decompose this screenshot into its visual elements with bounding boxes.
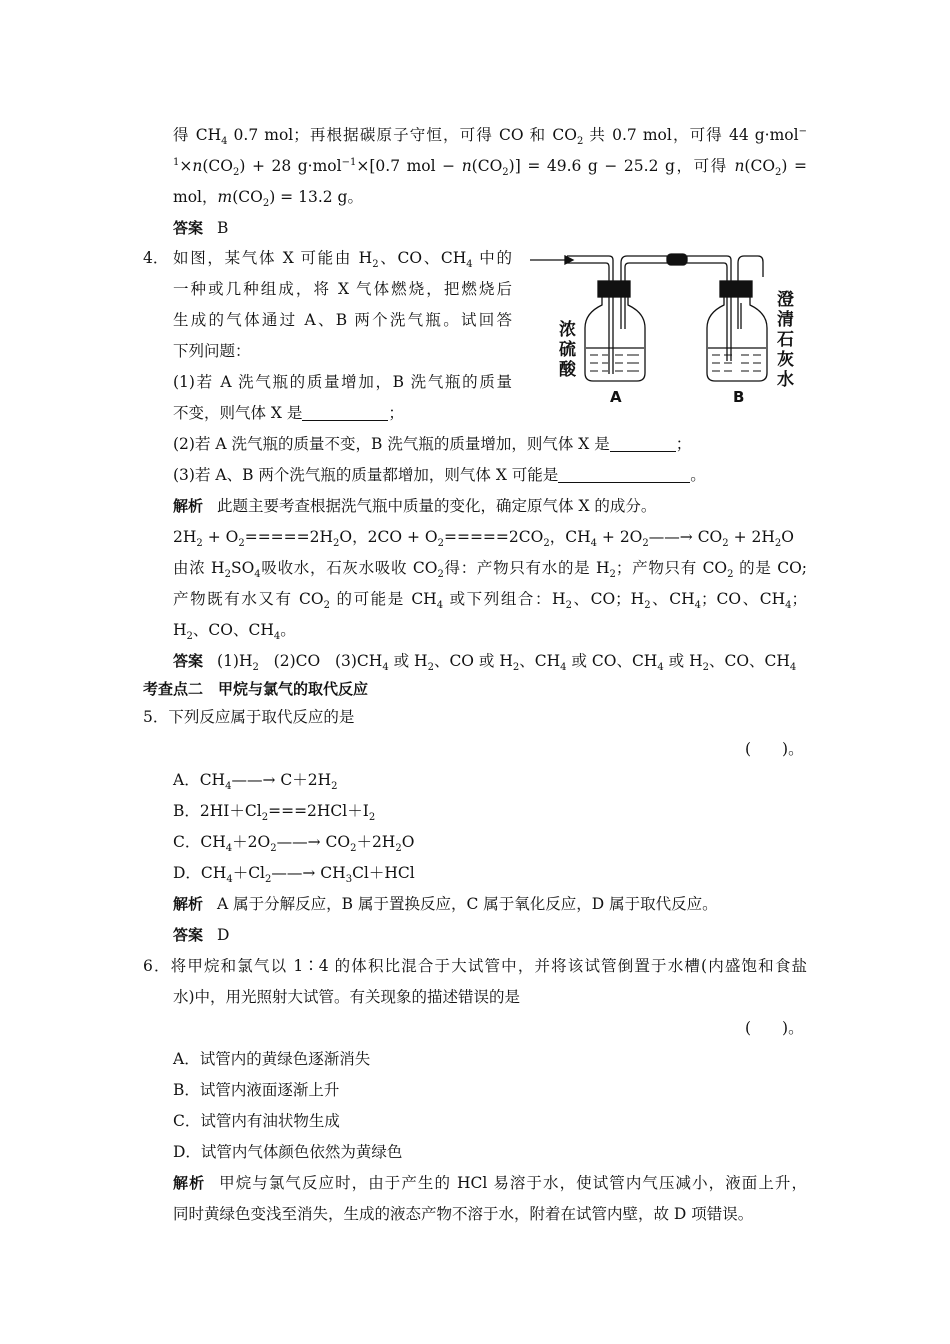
q6-analysis-line-1: 解析 甲烷与氯气反应时，由于产生的 HCl 易溶于水，使试管内气压减小，液面上升， xyxy=(173,1174,807,1192)
q5-option-b[interactable]: B．$2HI+Cl_2===2HCl+I_2$ xyxy=(173,802,376,824)
q6-stem-line-1: 6．将甲烷和氯气以 1∶4 的体积比混合于大试管中，并将该试管倒置于水槽(内盛饱和食盐 xyxy=(143,957,807,975)
q4-sub1-line-1: (1)若 A 洗气瓶的质量增加，B 洗气瓶的质量 xyxy=(173,373,512,391)
acid-label-1: 浓 xyxy=(559,320,576,340)
q6-option-d[interactable]: D．试管内气体颜色依然为黄绿色 xyxy=(173,1143,403,1161)
q4-stem-line-1: 如图，某气体 X 可能由 $H_2$、CO、$CH_4$ 中的 xyxy=(173,249,512,269)
q5-option-a[interactable]: A．$CH_4——\to C+2H_2$ xyxy=(173,771,338,793)
stopper-b xyxy=(720,281,752,297)
acid-label-2: 硫 xyxy=(559,340,576,360)
q4-stem-line-4: 下列问题： xyxy=(173,342,251,360)
q6-option-b[interactable]: B．试管内液面逐渐上升 xyxy=(173,1081,340,1099)
q6-option-c[interactable]: C．试管内有油状物生成 xyxy=(173,1112,340,1130)
q5-option-c[interactable]: C．$CH_4+2O_2——\to CO_2+2H_2O$ xyxy=(173,833,415,855)
limewater-label-1: 澄 xyxy=(777,290,794,310)
q4-analysis-line-1: 解析 此题主要考查根据洗气瓶中质量的变化，确定原气体 X 的成分。 xyxy=(173,497,657,515)
q5-stem: 5．下列反应属于取代反应的是 xyxy=(143,708,355,726)
q4-analysis-line-5: $H_2$、CO、$CH_4$。 xyxy=(173,621,296,643)
limewater-label-3: 石 xyxy=(777,330,794,350)
q6-bracket[interactable]: ( )。 xyxy=(745,1019,804,1037)
q3-solution-line-1: 得 $CH_4$ 0.7 mol；再根据碳原子守恒，可得 CO 和 $CO_2$ 共 0.7 mol，可得 44 g·mol− xyxy=(173,125,807,146)
q4-analysis-line-4: 产物既有水又有 $CO_2$ 的可能是 $CH_4$ 或下列组合：$H_2$、CO；$H_2$、$CH_4$；CO、$CH_4$； xyxy=(173,590,807,610)
bottle-a xyxy=(585,297,645,381)
q6-analysis-line-2: 同时黄绿色变浅至消失，生成的液态产物不溶于水，附着在试管内壁，故 D 项错误。 xyxy=(173,1205,754,1223)
wash-bottle-diagram xyxy=(527,243,812,408)
q5-bracket[interactable]: ( )。 xyxy=(745,740,804,758)
answer-blank-1[interactable] xyxy=(302,404,388,421)
q6-stem-line-2: 水)中，用光照射大试管。有关现象的描述错误的是 xyxy=(173,988,521,1006)
q4-sub3: (3)若 A、B 两个洗气瓶的质量都增加，则气体 X 可能是 。 xyxy=(173,466,706,484)
stopper-a xyxy=(598,281,630,297)
limewater-label-2: 清 xyxy=(777,310,794,330)
q3-solution-line-3: mol，$m(CO_2) = 13.2$ g。 xyxy=(173,188,363,210)
limewater-label-5: 水 xyxy=(777,370,794,390)
section-heading: 考查点二 甲烷与氯气的取代反应 xyxy=(143,680,369,698)
q4-number: 4． xyxy=(143,249,169,267)
answer-blank-3[interactable] xyxy=(558,466,690,483)
q4-equations: $2H_2 + O_2=====2H_2O$，$2CO + O_2=====2CO_2$，$CH_4$ + $2O_2——\to CO_2 + 2H_2O$ xyxy=(173,528,794,550)
bottle-a-label: A xyxy=(610,388,622,406)
q4-sub2: (2)若 A 洗气瓶的质量不变，B 洗气瓶的质量增加，则气体 X 是 ； xyxy=(173,435,692,453)
q3-solution-line-2: $^1\times n(CO_2) + 28$ g·mol$^{-1}$×[0.7 mol − $n(CO_2)] = 49.6$ g − 25.2 g，可得 $n(CO_2)$ = xyxy=(173,156,807,177)
answer-blank-2[interactable] xyxy=(610,435,676,452)
acid-label-3: 酸 xyxy=(559,360,576,380)
q5-answer: 答案 D xyxy=(173,926,230,944)
q4-answer: 答案 $(1)H_2$ (2)CO $(3)CH_4$ 或 $H_2$、CO 或 $H_2$、$CH_4$ 或 CO、$CH_4$ 或 $H_2$、CO、$CH_4$ xyxy=(173,652,797,674)
q5-analysis: 解析 A 属于分解反应，B 属于置换反应，C 属于氧化反应，D 属于取代反应。 xyxy=(173,895,718,913)
bottle-b-label: B xyxy=(733,388,745,406)
q4-stem-line-2: 一种或几种组成，将 X 气体燃烧，把燃烧后 xyxy=(173,280,512,298)
q5-option-d[interactable]: D．$CH_4+Cl_2——\to CH_3Cl+HCl$ xyxy=(173,864,415,886)
q3-answer: 答案 B xyxy=(173,219,229,237)
rubber-connector xyxy=(667,254,687,265)
q4-analysis-line-3: 由浓 $H_2SO_4$吸收水，石灰水吸收 $CO_2$得：产物只有水的是 $H_2$；产物只有 $CO_2$ 的是 CO; xyxy=(173,559,807,579)
q4-sub1-line-2: 不变，则气体 X 是 ； xyxy=(173,404,404,422)
q4-stem-line-3: 生成的气体通过 A、B 两个洗气瓶。试回答 xyxy=(173,311,512,329)
q6-option-a[interactable]: A．试管内的黄绿色逐渐消失 xyxy=(173,1050,371,1068)
connect-tube-right xyxy=(687,256,731,361)
limewater-label-4: 灰 xyxy=(777,350,794,370)
bottle-b xyxy=(707,297,767,381)
